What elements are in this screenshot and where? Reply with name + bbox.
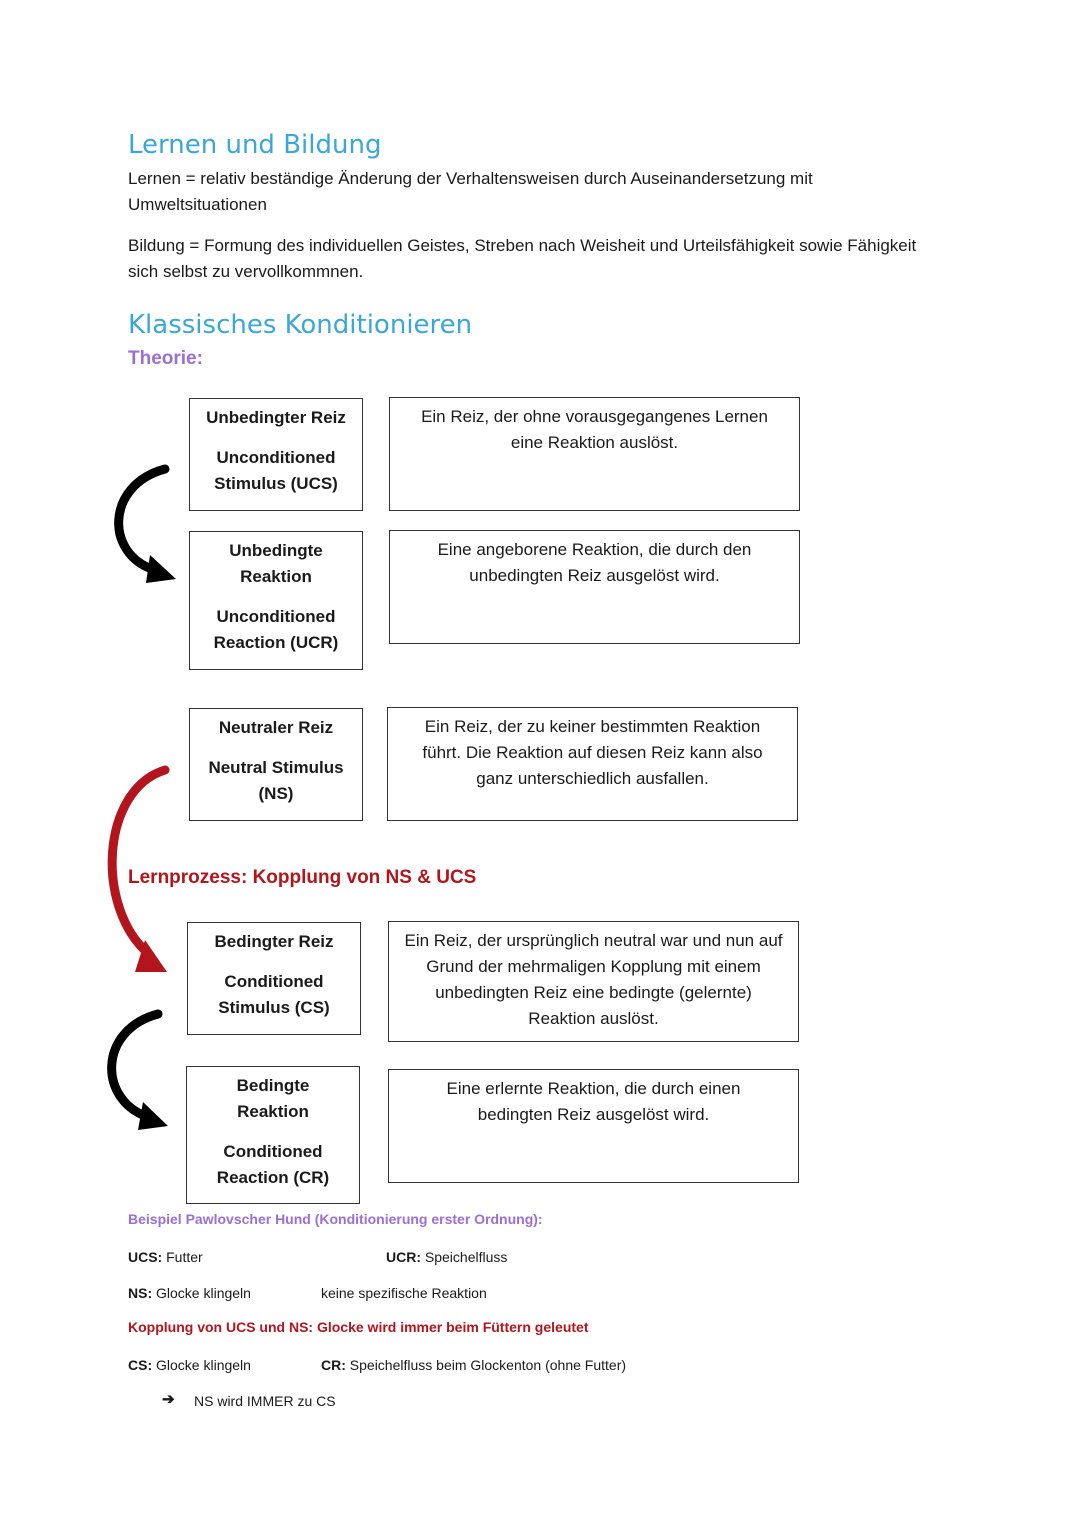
black-curved-arrow-ucs-ucr xyxy=(100,455,190,595)
term-de: Bedingter Reiz xyxy=(214,932,334,951)
cr-label: CR: xyxy=(321,1357,346,1373)
ns-value: Glocke klingeln xyxy=(156,1285,251,1301)
example-cr xyxy=(321,1355,626,1375)
term-box-ucr xyxy=(189,531,363,670)
desc-box-ucr: Eine angeborene Reaktion, die durch den unbedingten Reiz ausgelöst wird. xyxy=(389,530,800,644)
example-ns xyxy=(128,1283,251,1303)
ucr-value: Speichelfluss xyxy=(424,1249,508,1265)
heading-lernen-bildung: Lernen und Bildung xyxy=(128,130,382,160)
cr-value: Speichelfluss beim Glockenton (ohne Futter) xyxy=(349,1357,627,1373)
term-en: Conditioned Stimulus (CS) xyxy=(218,972,330,1017)
black-curved-arrow-cs-cr xyxy=(98,1000,188,1140)
example-cs xyxy=(128,1355,251,1375)
desc-box-cr: Eine erlernte Reaktion, die durch einen bedingten Reiz ausgelöst wird. xyxy=(388,1069,799,1183)
heading-klassisches-konditionieren: Klassisches Konditionieren xyxy=(128,310,473,340)
ucs-label: UCS: xyxy=(128,1249,163,1265)
term-de: Unbedingte Reaktion xyxy=(229,541,323,586)
arrow-right-icon: ➔ xyxy=(162,1391,175,1408)
term-en: Unconditioned Reaction (UCR) xyxy=(213,607,339,652)
term-de: Unbedingter Reiz xyxy=(206,408,346,427)
desc-box-ucs: Ein Reiz, der ohne vorausgegangenes Lernen eine Reaktion auslöst. xyxy=(389,397,800,511)
subheading-theorie: Theorie: xyxy=(128,348,203,369)
example-ns-reaction: keine spezifische Reaktion xyxy=(321,1285,487,1301)
term-box-cs xyxy=(187,922,361,1035)
term-de: Neutraler Reiz xyxy=(218,718,334,737)
cs-label: CS: xyxy=(128,1357,153,1373)
example-title: Beispiel Pawlovscher Hund (Konditionierung erster Ordnung): xyxy=(128,1211,543,1227)
term-box-ucs xyxy=(189,398,363,511)
subheading-lernprozess: Lernprozess: Kopplung von NS & UCS xyxy=(128,867,477,888)
example-ucs xyxy=(128,1247,203,1267)
term-box-ns xyxy=(189,708,363,821)
term-de: Bedingte Reaktion xyxy=(236,1076,310,1121)
ucr-label: UCR: xyxy=(386,1249,421,1265)
term-box-cr xyxy=(186,1066,360,1204)
term-en: Unconditioned Stimulus (UCS) xyxy=(214,448,338,493)
cs-value: Glocke klingeln xyxy=(156,1357,251,1373)
example-conclusion: NS wird IMMER zu CS xyxy=(194,1393,336,1409)
example-ucr xyxy=(386,1247,507,1267)
desc-box-ns: Ein Reiz, der zu keiner bestimmten Reaktion führt. Die Reaktion auf diesen Reiz kann also ganz unterschiedlich ausfallen. xyxy=(387,707,798,821)
definition-lernen: Lernen = relativ beständige Änderung der Verhaltensweisen durch Auseinandersetzung mit Umweltsituationen xyxy=(128,169,813,214)
definition-bildung: Bildung = Formung des individuellen Geistes, Streben nach Weisheit und Urteilsfähigkeit sowie Fähigkeit sich selbst zu vervollkommnen. xyxy=(128,236,917,281)
ucs-value: Futter xyxy=(166,1249,203,1265)
term-en: Neutral Stimulus (NS) xyxy=(208,758,344,803)
example-coupling: Kopplung von UCS und NS: Glocke wird immer beim Füttern geleutet xyxy=(128,1319,589,1335)
desc-box-cs: Ein Reiz, der ursprünglich neutral war und nun auf Grund der mehrmaligen Kopplung mit einem unbedingten Reiz eine bedingte (gelernte) Reaktion auslöst. xyxy=(388,921,799,1042)
term-en: Conditioned Reaction (CR) xyxy=(216,1142,330,1187)
ns-label: NS: xyxy=(128,1285,153,1301)
